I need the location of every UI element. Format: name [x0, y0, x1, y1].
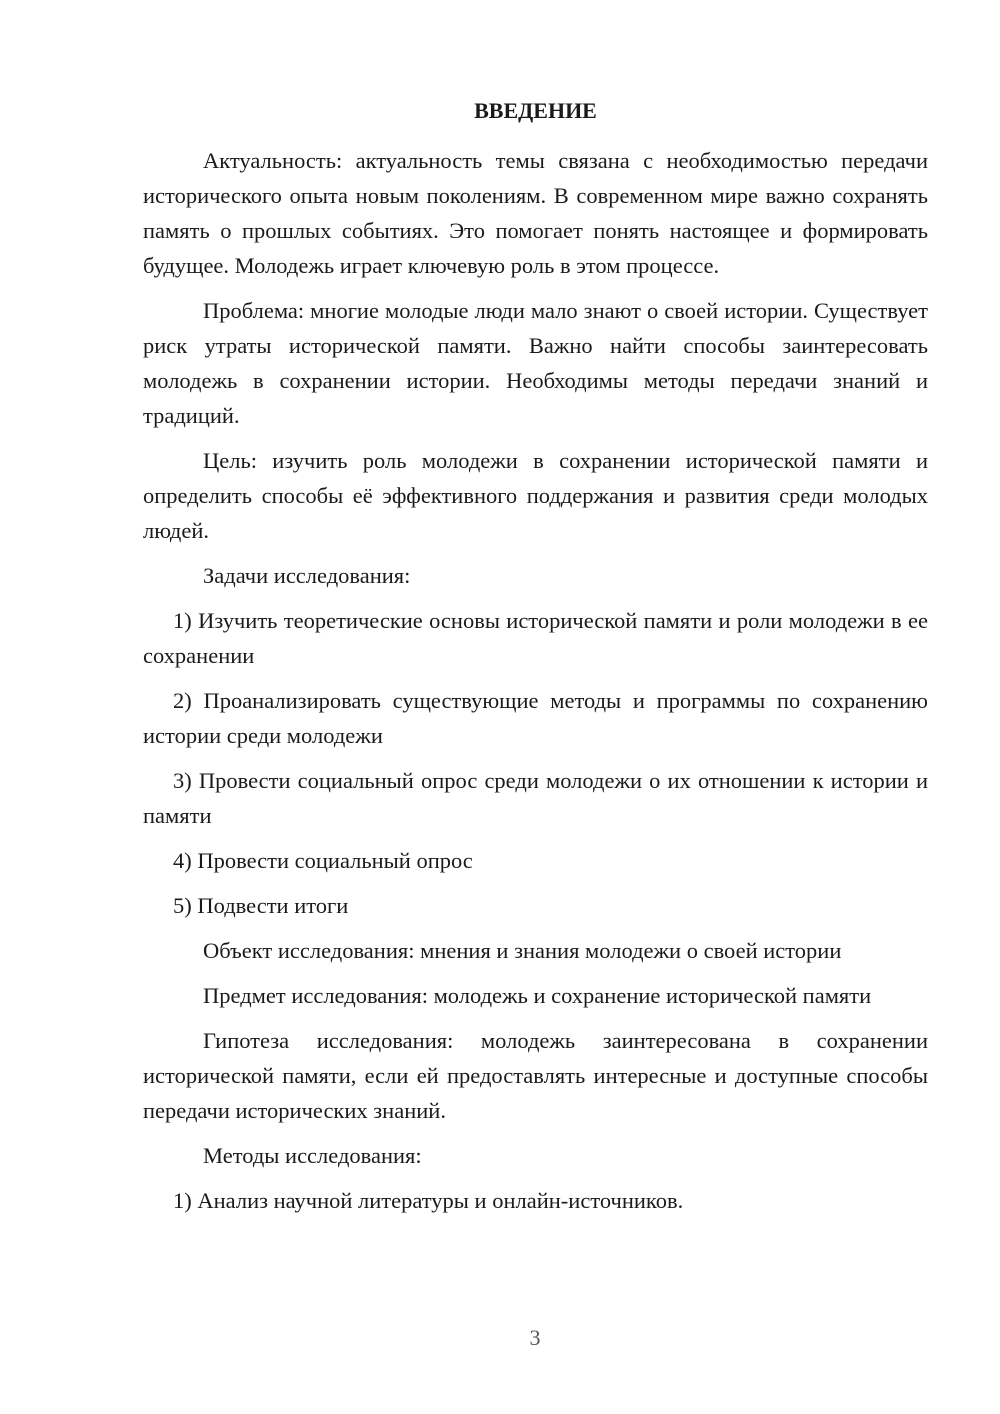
task-item-2: 2) Проанализировать существующие методы и программы по сохранению истории среди молодежи — [143, 688, 928, 748]
subject-paragraph: Предмет исследования: молодежь и сохранение исторической памяти — [203, 983, 872, 1008]
methods-heading: Методы исследования: — [203, 1143, 422, 1168]
task-item-4: 4) Провести социальный опрос — [173, 848, 473, 873]
page-number: 3 — [529, 1325, 541, 1350]
page-title: ВВЕДЕНИЕ — [474, 98, 597, 123]
problem-paragraph: Проблема: многие молодые люди мало знают о своей истории. Существует риск утраты исторической памяти. Важно найти способы заинтересовать молодежь в сохранении истории. Необходимы методы передачи знаний и традиций. — [143, 298, 928, 428]
tasks-heading: Задачи исследования: — [203, 563, 411, 588]
page-content — [143, 93, 928, 1228]
task-item-1: 1) Изучить теоретические основы исторической памяти и роли молодежи в ее сохранении — [143, 608, 928, 668]
object-paragraph: Объект исследования: мнения и знания молодежи о своей истории — [203, 938, 842, 963]
relevance-paragraph: Актуальность: актуальность темы связана с необходимостью передачи исторического опыта новым поколениям. В современном мире важно сохранять память о прошлых событиях. Это помогает понять настоящее и формировать будущее. Молодежь играет ключевую роль в этом процессе. — [143, 148, 928, 278]
task-item-5: 5) Подвести итоги — [173, 893, 349, 918]
method-item-1: 1) Анализ научной литературы и онлайн-источников. — [173, 1188, 684, 1213]
hypothesis-paragraph: Гипотеза исследования: молодежь заинтересована в сохранении исторической памяти, если ей предоставлять интересные и доступные способы передачи исторических знаний. — [143, 1028, 928, 1123]
goal-paragraph: Цель: изучить роль молодежи в сохранении исторической памяти и определить способы её эффективного поддержания и развития среди молодых людей. — [143, 448, 928, 543]
task-item-3: 3) Провести социальный опрос среди молодежи о их отношении к истории и памяти — [143, 768, 928, 828]
